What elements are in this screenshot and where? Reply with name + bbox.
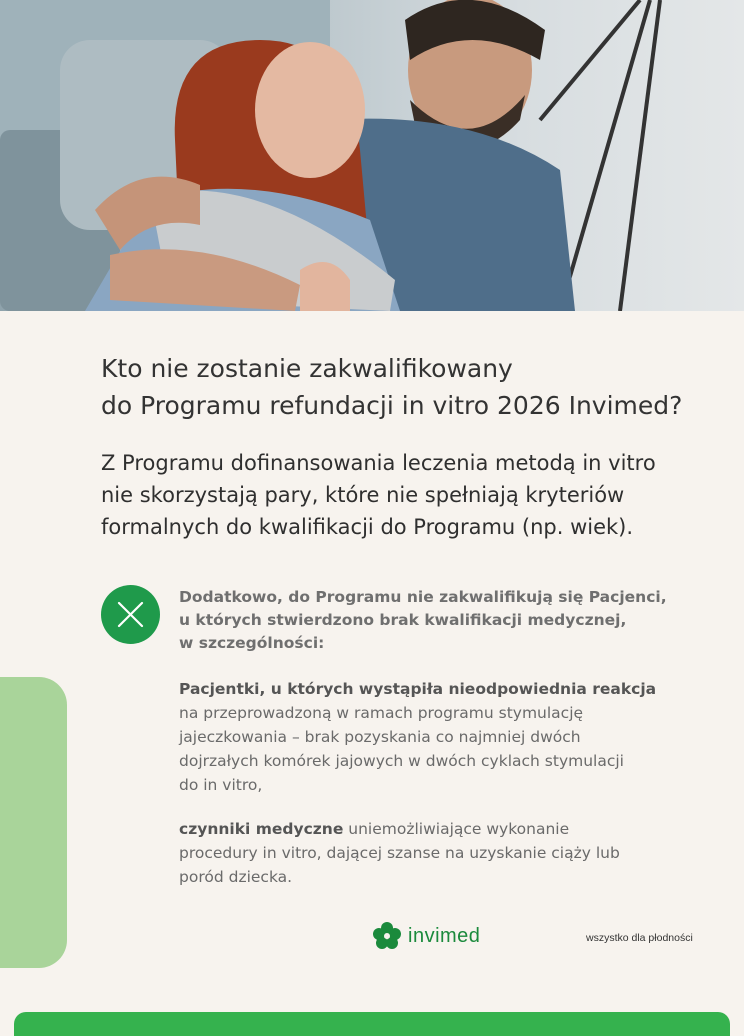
hero-photo [0, 0, 744, 311]
page-title [101, 350, 721, 424]
criterion-1-line-1: na przeprowadzoną w ramach programu stymulację [179, 704, 584, 722]
criterion-1-line-2: jajeczkowania – brak pozyskania co najmniej dwóch [179, 728, 581, 746]
intro-line-1: Z Programu dofinansowania leczenia metodą in vitro [101, 451, 656, 475]
lead-line-2: u których stwierdzono brak kwalifikacji medycznej, [179, 611, 627, 629]
brand-name: invimed [408, 924, 481, 947]
title-line-2: do Programu refundacji in vitro 2026 Invimed? [101, 391, 683, 420]
bottom-green-bar [14, 1012, 730, 1036]
intro-paragraph [101, 447, 731, 543]
lead-line-1: Dodatkowo, do Programu nie zakwalifikują się Pacjenci, [179, 588, 667, 606]
title-line-1: Kto nie zostanie zakwalifikowany [101, 354, 513, 383]
criterion-2-line-3: poród dziecka. [179, 868, 293, 886]
intro-line-3: formalnych do kwalifikacji do Programu (np. wiek). [101, 515, 634, 539]
decorative-green-tab [0, 677, 67, 968]
brand-tagline: wszystko dla płodności [586, 932, 693, 944]
criterion-2-line-1: uniemożliwiające wykonanie [343, 820, 570, 838]
criterion-medical-factors [179, 817, 719, 889]
criterion-poor-response [179, 677, 719, 797]
brand-logo [372, 922, 480, 950]
details-lead [179, 586, 719, 655]
intro-line-2: nie skorzystają pary, które nie spełniają kryteriów [101, 483, 625, 507]
criterion-1-strong: Pacjentki, u których wystąpiła nieodpowiednia reakcja [179, 680, 657, 698]
couple-illustration [0, 0, 744, 311]
x-icon [101, 585, 160, 644]
flower-logo-icon [372, 921, 402, 951]
disqualification-details [179, 586, 719, 909]
lead-line-3: w szczególności: [179, 634, 325, 652]
criterion-1-line-3: dojrzałych komórek jajowych w dwóch cyklach stymulacji [179, 752, 624, 770]
criterion-2-strong: czynniki medyczne [179, 820, 344, 838]
criterion-2-line-2: procedury in vitro, dającej szanse na uzyskanie ciąży lub [179, 844, 620, 862]
criterion-1-line-4: do in vitro, [179, 776, 263, 794]
